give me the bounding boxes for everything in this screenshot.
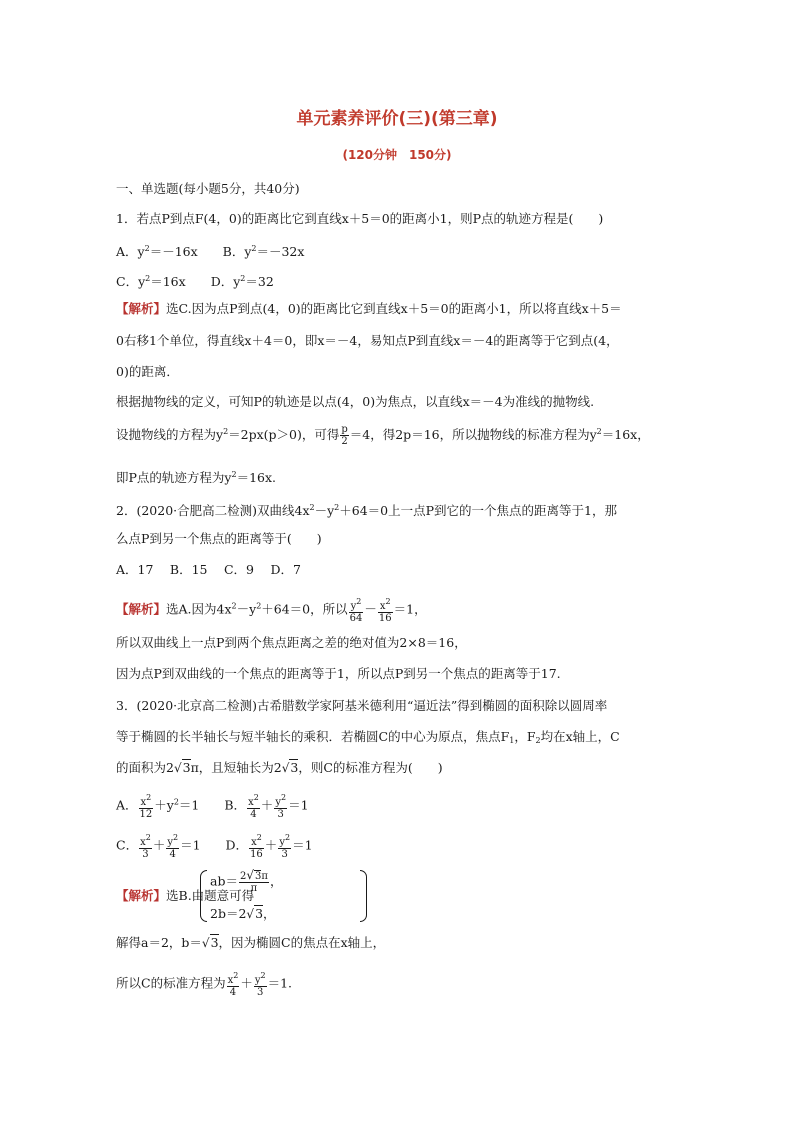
page-subtitle: (120分钟 150分) — [342, 148, 452, 162]
q3-stem-line-1: 3．(2020·北京高二检测)古希腊数学家阿基米德利用“逼近法”得到椭圆的面积除以圆周率 — [116, 698, 608, 713]
section-heading: 一、单选题(每小题5分，共40分) — [116, 181, 300, 196]
q1-stem: 1．若点P到点F(4，0)的距离比它到直线x＋5＝0的距离小1，则P点的轨迹方程是( ) — [116, 211, 604, 226]
fraction-2sqrt3pi-over-pi: $\frac{2√3\pi}{\pi}$ — [239, 868, 268, 894]
page-title: 单元素养评价(三)(第三章) — [296, 109, 498, 129]
q1-solution-line-5: 设抛物线的方程为$y^2=2px(p>0)$，可得 $\frac{p}{2}$ ＝4，得2p＝16，所以抛物线的标准方程为$y^2=16x$， — [116, 424, 650, 447]
fraction-x2-over-12: $\frac{x^2}{12}$ — [139, 793, 153, 820]
fraction-x2-over-4: $\frac{x^2}{4}$ — [248, 793, 259, 820]
fraction-x2-over-4: $\frac{x^2}{4}$ — [227, 971, 239, 998]
analysis-tag: 【解析】 — [116, 888, 167, 903]
q3-stem-line-3: 的面积为2√3π，且短轴长为2√3，则C的标准方程为( ) — [116, 760, 443, 775]
q3-options-cd: C． $\frac{x^2}{3}$ ＋ $\frac{y^2}{4}$ ＝1 D． $\frac{x^2}{16}$ ＋ $\frac{y^2}{3}$ ＝1 — [116, 833, 313, 860]
q3-solution-line-2: 解得a＝2，b＝√3，因为椭圆C的焦点在x轴上， — [116, 935, 386, 950]
fraction-y2-over-3: $\frac{y^2}{3}$ — [279, 833, 291, 860]
q2-solution-line-2: 所以双曲线上一点P到两个焦点距离之差的绝对值为2×8＝16， — [116, 635, 467, 650]
q1-solution-line-4: 根据抛物线的定义，可知P的轨迹是以点(4，0)为焦点，以直线x＝－4为准线的抛物线. — [116, 394, 595, 409]
fraction-y2-over-3: $\frac{y^2}{3}$ — [254, 971, 266, 998]
q3-options-ab: A． $\frac{x^2}{12}$ $+y^2=1$ B． $\frac{x^2}{4}$ ＋ $\frac{y^2}{3}$ ＝1 — [116, 793, 309, 820]
fraction-y2-over-3: $\frac{y^2}{3}$ — [275, 793, 287, 820]
q2-options: A．17 B．15 C．9 D．7 — [116, 562, 301, 577]
system-equation-1: ab＝ $\frac{2√3\pi}{\pi}$ ， — [210, 868, 283, 894]
q1-solution-line-1: 【解析】选C.因为点P到点(4，0)的距离比它到直线x＋5＝0的距离小1，所以将直线x＋5＝ — [116, 301, 622, 316]
q1-solution-line-3: 0)的距离． — [116, 364, 179, 379]
q1-options-cd: C．$y^2=16x$ D．$y^2=32$ — [116, 274, 274, 289]
q3-stem-line-2: 等于椭圆的长半轴长与短半轴长的乘积．若椭圆C的中心为原点，焦点F1，F2均在x轴上，C — [116, 729, 620, 745]
fraction-y2-over-64: $\frac{y^2}{64}$ — [349, 597, 363, 624]
q1-solution-line-6: 即P点的轨迹方程为$y^2=16x$. — [116, 470, 277, 485]
fraction-p-over-2: $\frac{p}{2}$ — [341, 424, 348, 447]
q1-options-ab: A．$y^2=-16x$ B．$y^2=-32x$ — [116, 244, 305, 259]
q2-solution-line-3: 因为点P到双曲线的一个焦点的距离等于1，所以点P到另一个焦点的距离等于17. — [116, 666, 561, 681]
fraction-x2-over-16: $\frac{x^2}{16}$ — [250, 833, 263, 860]
right-paren — [360, 870, 367, 922]
q2-stem-line-1: 2．(2020·合肥高二检测)双曲线$4x^2-y^2+64=0$上一点P到它的一个焦点的距离等于1，那 — [116, 503, 617, 518]
analysis-tag: 【解析】 — [116, 601, 167, 617]
system-equation-2: 2b＝2√3， — [210, 906, 276, 921]
fraction-x2-over-3: $\frac{x^2}{3}$ — [140, 833, 151, 860]
left-brace — [200, 870, 207, 922]
q2-stem-line-2: 么点P到另一个焦点的距离等于( ) — [116, 531, 322, 546]
q3-solution-line-3: 所以C的标准方程为 $\frac{x^2}{4}$ ＋ $\frac{y^2}{3}$ ＝1. — [116, 971, 293, 998]
q1-solution-line-2: 0右移1个单位，得直线x＋4＝0，即x＝－4，易知点P到直线x＝－4的距离等于它到点(4， — [116, 333, 619, 348]
q2-solution-line-1: 【解析】选A.因为$4x^2-y^2+64=0$，所以 $\frac{y^2}{64}$ － $\frac{x^2}{16}$ ＝1， — [116, 597, 427, 624]
fraction-y2-over-4: $\frac{y^2}{4}$ — [167, 833, 179, 860]
analysis-tag: 【解析】 — [116, 301, 167, 316]
fraction-x2-over-16: $\frac{x^2}{16}$ — [378, 597, 392, 624]
q3-solution-line-1: 【解析】选B.由题意可得 — [116, 888, 255, 903]
